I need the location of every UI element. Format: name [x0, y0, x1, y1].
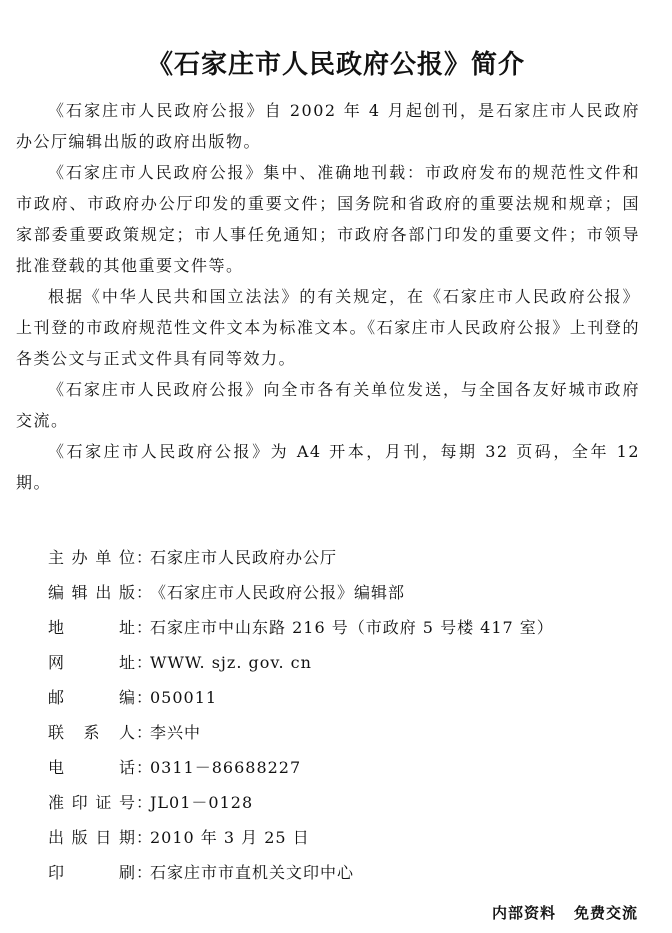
- info-colon: ：: [136, 828, 154, 847]
- footer-free-label: 免费交流: [573, 904, 638, 922]
- info-colon: ：: [136, 583, 154, 602]
- info-colon: ：: [136, 688, 154, 707]
- info-label: [48, 828, 136, 863]
- info-label-char: 话: [118, 758, 136, 777]
- info-label-char: 期: [118, 828, 136, 847]
- intro-paragraph-3: 根据《中华人民共和国立法法》的有关规定，在《石家庄市人民政府公报》上刊登的市政府规范性文件文本为标准文本。《石家庄市人民政府公报》上刊登的各类公文与正式文件具有同等效力。: [16, 287, 640, 368]
- footer-note: [492, 902, 638, 923]
- info-label-char: 主: [48, 548, 66, 567]
- footer-internal-label: 内部资料: [491, 904, 556, 922]
- intro-paragraph-1: 《石家庄市人民政府公报》自 2002 年 4 月起创刊，是石家庄市人民政府办公厅编辑出版的政府出版物。: [16, 101, 640, 151]
- info-row: [48, 688, 608, 723]
- info-label-char: 办: [71, 548, 89, 567]
- publication-info: [48, 548, 608, 898]
- info-label: [48, 793, 136, 828]
- info-label-char: 址: [118, 618, 136, 637]
- info-label-char: 编: [118, 688, 136, 707]
- info-label: [48, 863, 136, 898]
- info-label-char: 准: [48, 793, 66, 812]
- info-colon: ：: [136, 758, 154, 777]
- info-label-char: 系: [83, 723, 101, 742]
- info-label: [48, 583, 136, 618]
- info-label-char: 地: [48, 618, 66, 637]
- info-label-char: 辑: [71, 583, 89, 602]
- info-label: [48, 548, 136, 583]
- info-label-char: 印: [48, 863, 66, 882]
- info-value: 石家庄市市直机关文印中心: [150, 863, 355, 882]
- info-row: [48, 583, 608, 618]
- info-label: [48, 688, 136, 723]
- info-label-char: 出: [48, 828, 66, 847]
- intro-paragraph-5: 《石家庄市人民政府公报》为 A4 开本，月刊，每期 32 页码，全年 12 期。: [16, 442, 640, 492]
- info-label-char: 位: [118, 548, 136, 567]
- info-value: 0311－86688227: [150, 758, 302, 777]
- info-label-char: 人: [118, 723, 136, 742]
- info-label-char: 电: [48, 758, 66, 777]
- info-label-char: 编: [48, 583, 66, 602]
- info-label-char: 印: [71, 793, 89, 812]
- intro-section: [16, 95, 640, 498]
- info-colon: ：: [136, 793, 154, 812]
- info-label-char: 邮: [48, 688, 66, 707]
- info-row: [48, 723, 608, 758]
- info-label: [48, 618, 136, 653]
- page-title: 《石家庄市人民政府公报》简介: [146, 50, 525, 80]
- info-row: [48, 618, 608, 653]
- info-value: 2010 年 3 月 25 日: [150, 828, 310, 847]
- info-value: JL01－0128: [150, 793, 254, 812]
- info-value: 050011: [150, 688, 218, 707]
- info-colon: ：: [136, 618, 154, 637]
- info-label-char: 日: [95, 828, 113, 847]
- intro-paragraph-4: 《石家庄市人民政府公报》向全市各有关单位发送，与全国各友好城市政府交流。: [16, 380, 640, 430]
- info-label: [48, 723, 136, 758]
- info-label: [48, 758, 136, 793]
- intro-paragraph-2: 《石家庄市人民政府公报》集中、准确地刊载：市政府发布的规范性文件和市政府、市政府办公厅印发的重要文件；国务院和省政府的重要法规和规章；国家部委重要政策规定；市人事任免通知；市政府各部门印发的重要文件；市领导批准登载的其他重要文件等。: [16, 163, 640, 275]
- info-label-char: 网: [48, 653, 66, 672]
- info-label-char: 版: [118, 583, 136, 602]
- info-colon: ：: [136, 653, 154, 672]
- info-value: 李兴中: [150, 723, 202, 742]
- info-value: 石家庄市中山东路 216 号（市政府 5 号楼 417 室）: [150, 618, 554, 637]
- info-label-char: 单: [95, 548, 113, 567]
- info-label-char: 证: [95, 793, 113, 812]
- info-label: [48, 653, 136, 688]
- info-value: 石家庄市人民政府办公厅: [150, 548, 338, 567]
- info-label-char: 刷: [118, 863, 136, 882]
- info-label-char: 出: [95, 583, 113, 602]
- info-colon: ：: [136, 863, 154, 882]
- info-colon: ：: [136, 723, 154, 742]
- info-row: [48, 548, 608, 583]
- info-label-char: 版: [71, 828, 89, 847]
- info-colon: ：: [136, 548, 154, 567]
- info-row: [48, 793, 608, 828]
- info-row: [48, 758, 608, 793]
- info-row: [48, 828, 608, 863]
- info-label-char: 号: [118, 793, 136, 812]
- info-row: [48, 653, 608, 688]
- info-label-char: 联: [48, 723, 66, 742]
- info-label-char: 址: [118, 653, 136, 672]
- info-value: 《石家庄市人民政府公报》编辑部: [150, 583, 406, 602]
- info-value: WWW. sjz. gov. cn: [150, 653, 312, 672]
- info-row: [48, 863, 608, 898]
